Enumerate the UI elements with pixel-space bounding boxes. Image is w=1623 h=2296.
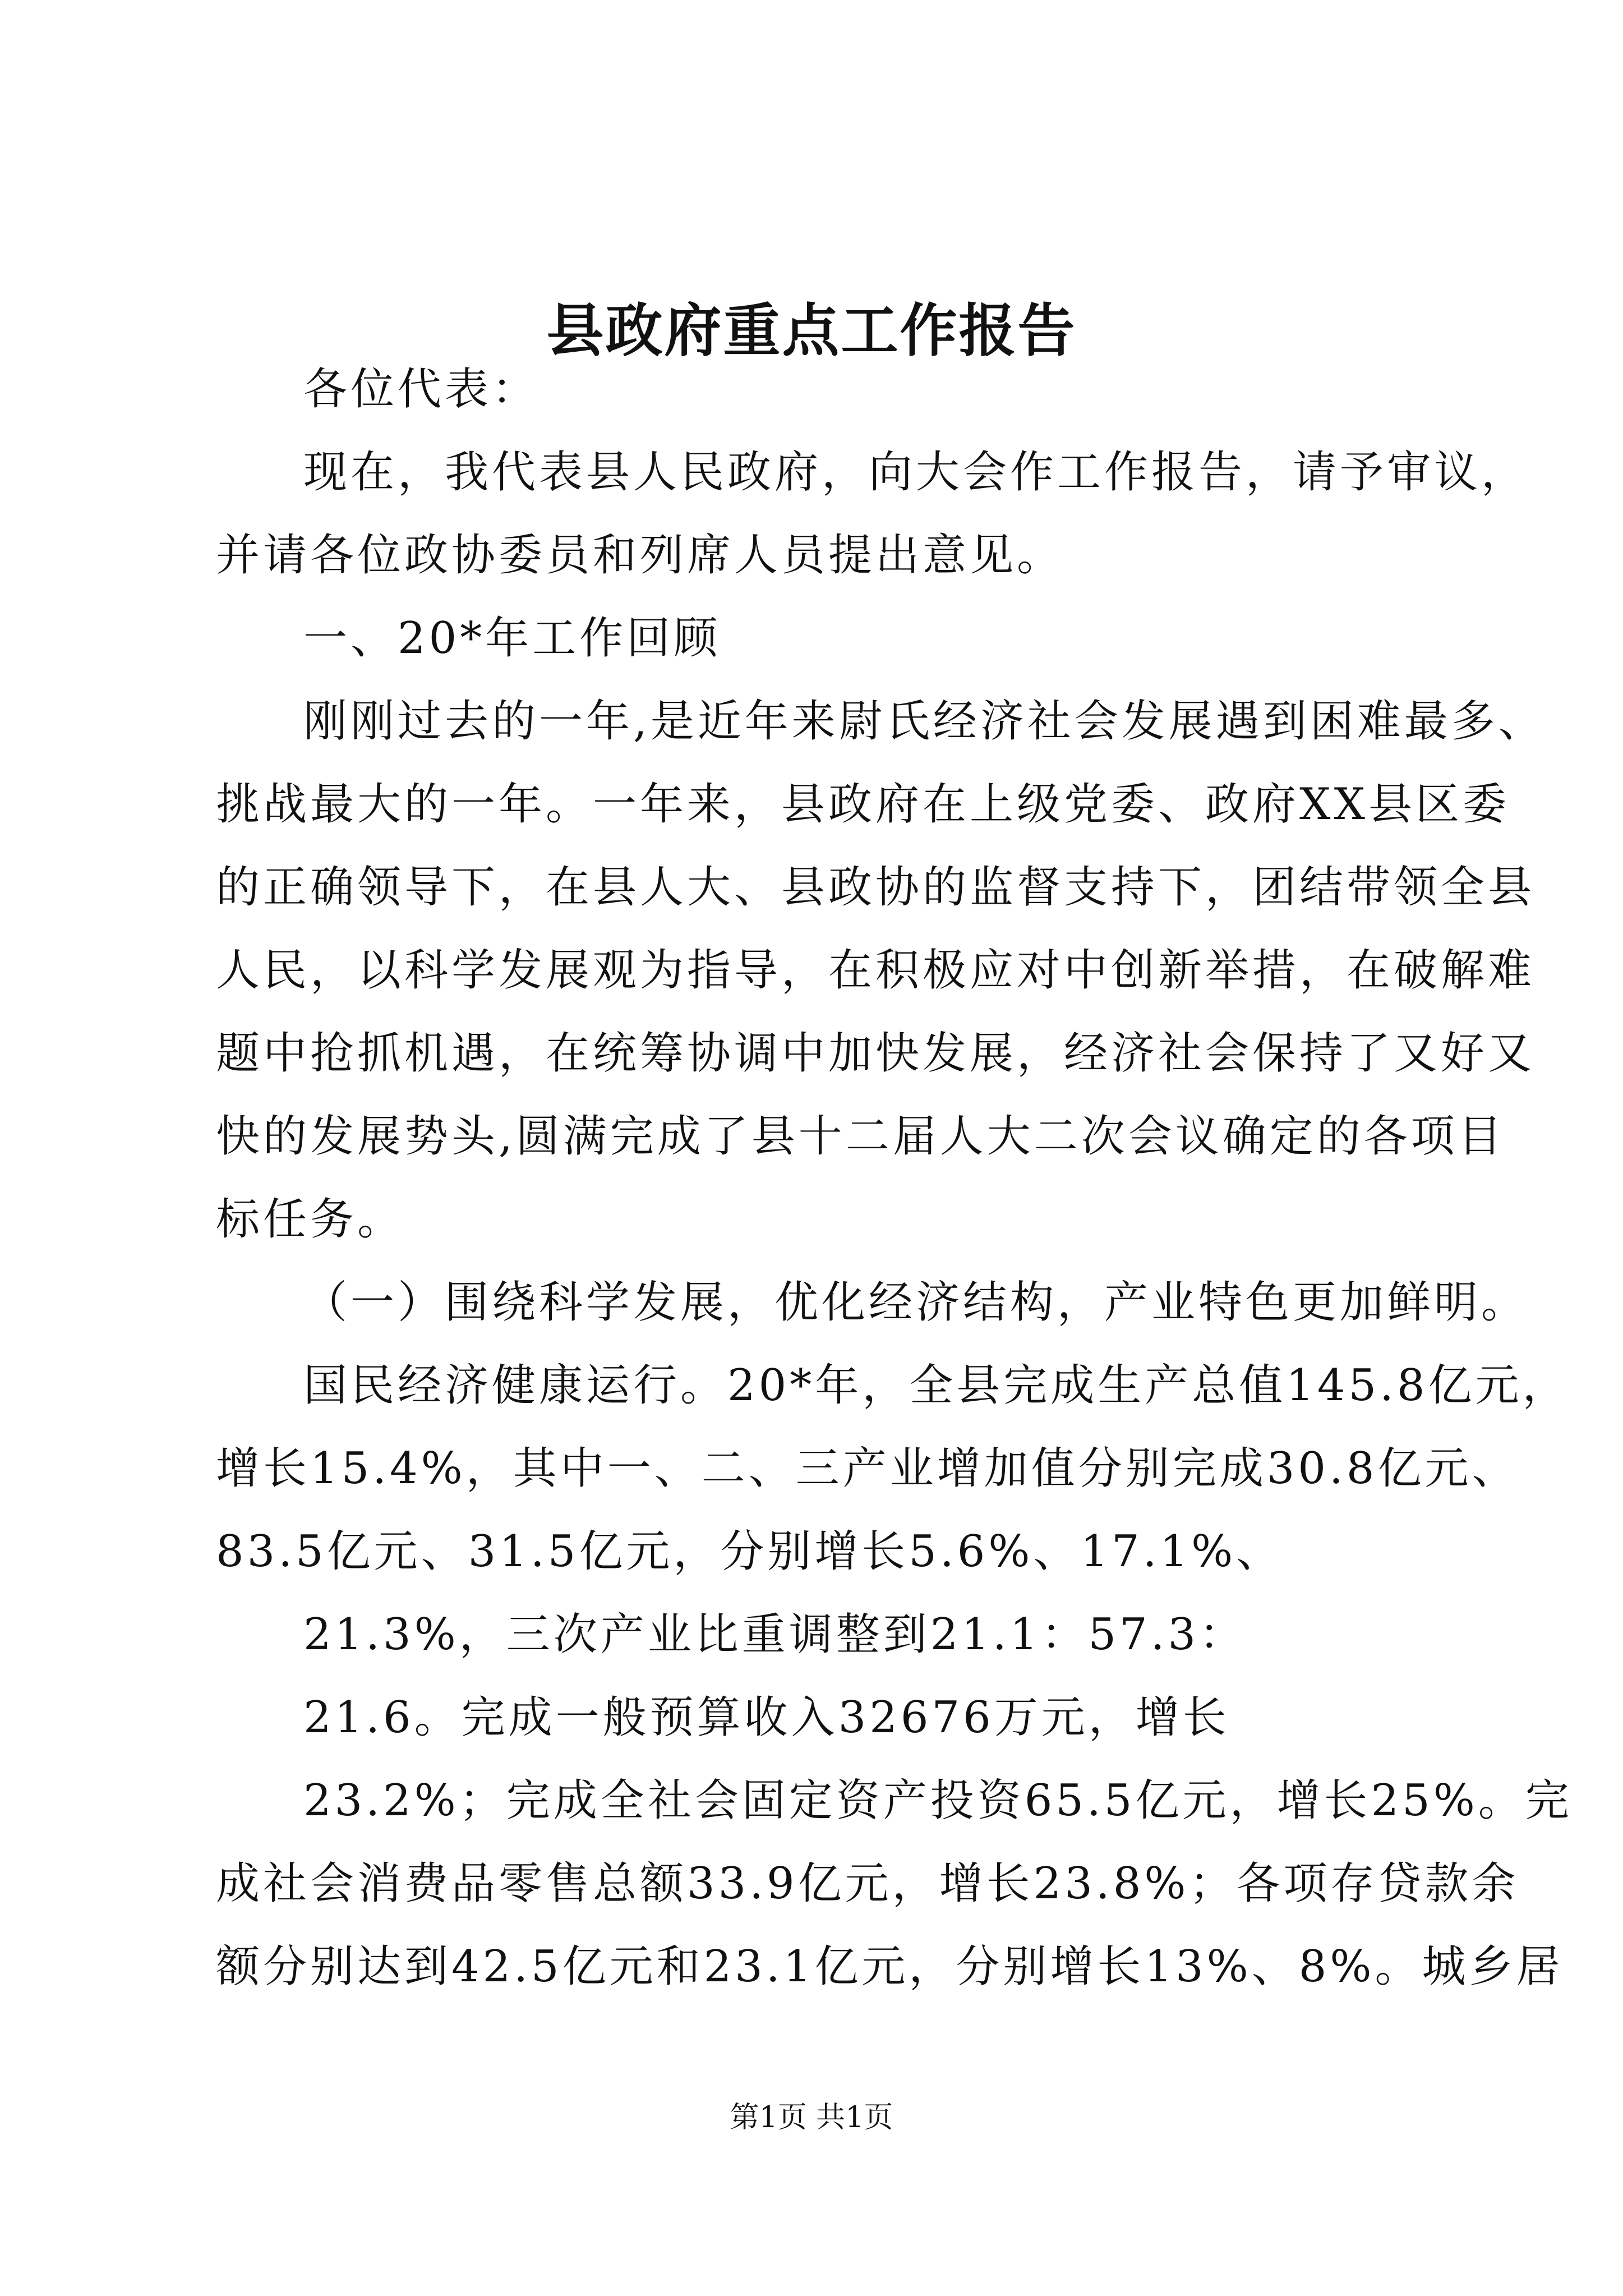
page-number-footer: 第1页 共1页	[730, 2101, 893, 2134]
document-title: 县政府重点工作报告	[546, 297, 1077, 365]
paragraph-line: 增长15.4%，其中一、二、三产业增加值分别完成30.8亿元、	[216, 1443, 1519, 1494]
paragraph-line: 人民，以科学发展观为指导，在积极应对中创新举措，在破解难	[216, 945, 1536, 996]
subsection-heading: （一）围绕科学发展，优化经济结构，产业特色更加鲜明。	[303, 1277, 1529, 1328]
paragraph-line: 成社会消费品零售总额33.9亿元，增长23.8%；各项存贷款余	[216, 1858, 1519, 1909]
paragraph-line: 并请各位政协委员和列席人员提出意见。	[216, 530, 1064, 581]
paragraph-line: 21.6。完成一般预算收入32676万元，增长	[303, 1692, 1230, 1743]
document-body	[216, 348, 1573, 2008]
paragraph-line: 现在，我代表县人民政府，向大会作工作报告，请予审议，	[303, 447, 1529, 498]
paragraph-line: 题中抢抓机遇，在统筹协调中加快发展，经济社会保持了又好又	[216, 1028, 1536, 1079]
paragraph-line: 83.5亿元、31.5亿元，分别增长5.6%、17.1%、	[216, 1526, 1284, 1577]
paragraph-line: 挑战最大的一年。一年来，县政府在上级党委、政府XX县区委	[216, 779, 1510, 830]
paragraph-line: 的正确领导下，在县人大、县政协的监督支持下，团结带领全县	[216, 862, 1536, 913]
paragraph-line: 23.2%；完成全社会固定资产投资65.5亿元，增长25%。完	[303, 1775, 1573, 1826]
paragraph-line: 刚刚过去的一年,是近年来尉氏经济社会发展遇到困难最多、	[303, 696, 1546, 747]
paragraph-line: 额分别达到42.5亿元和23.1亿元，分别增长13%、8%。城乡居	[216, 1941, 1564, 1992]
section-heading: 一、20*年工作回顾	[303, 613, 721, 664]
paragraph-line: 标任务。	[216, 1194, 405, 1245]
paragraph-line: 快的发展势头,圆满完成了县十二届人大二次会议确定的各项目	[216, 1111, 1505, 1162]
paragraph-line: 21.3%，三次产业比重调整到21.1：57.3：	[303, 1609, 1247, 1660]
paragraph-line: 国民经济健康运行。20*年，全县完成生产总值145.8亿元，	[303, 1360, 1570, 1411]
salutation-line: 各位代表：	[303, 364, 540, 415]
